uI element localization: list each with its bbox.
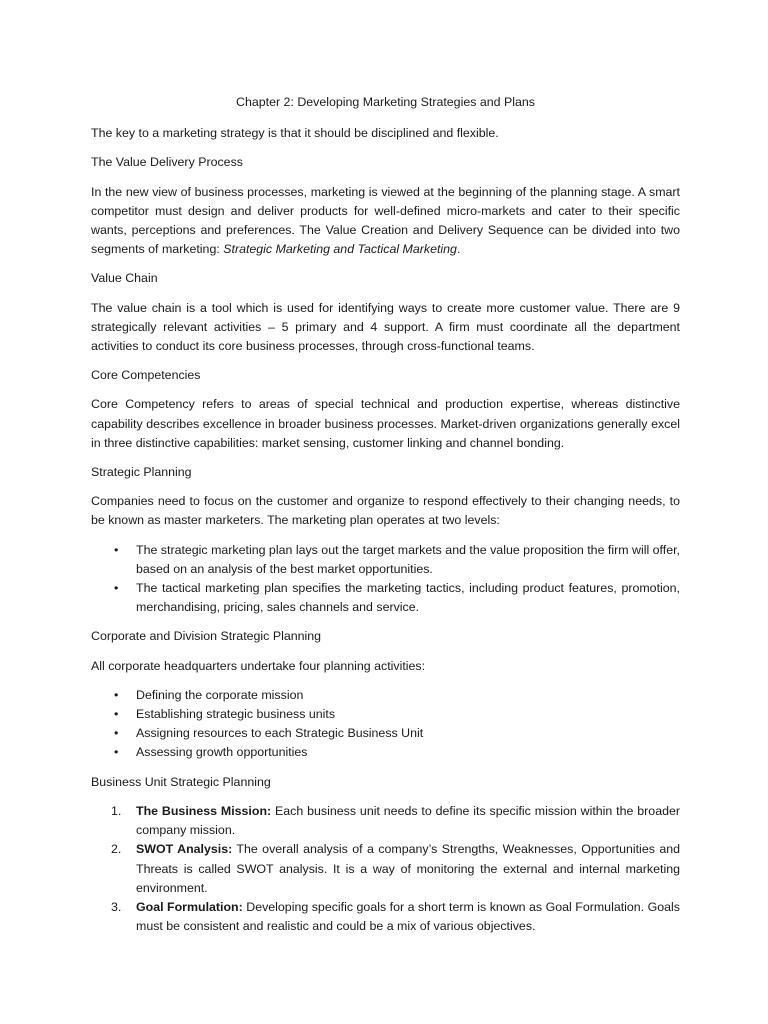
business-unit-list [91, 802, 680, 936]
paragraph-value-delivery [91, 183, 680, 260]
corporate-planning-list [91, 686, 680, 763]
item-term: SWOT Analysis: [136, 842, 233, 857]
paragraph-corporate-planning: All corporate headquarters undertake four planning activities: [91, 658, 426, 673]
numbered-item [91, 898, 680, 936]
list-item: • Establishing strategic business units [91, 705, 680, 724]
page-title: Chapter 2: Developing Marketing Strategies and Plans [236, 95, 535, 109]
item-text: The overall analysis of a company’s Strengths, Weaknesses, Opportunities and Threats is called SWOT analysis. It is a way of monitoring the external and internal marketing environment. [136, 842, 680, 895]
list-item: • Assigning resources to each Strategic Business Unit [91, 724, 680, 743]
heading-strategic-planning: Strategic Planning [91, 465, 192, 480]
numbered-item [91, 802, 680, 840]
item-text: Developing specific goals for a short term is known as Goal Formulation. Goals must be consistent and realistic and could be a mix of various objectives. [136, 899, 680, 934]
item-text: Each business unit needs to define its specific mission within the broader company mission. [136, 803, 680, 838]
heading-value-chain: Value Chain [91, 271, 158, 286]
item-number: 3. [111, 899, 122, 914]
paragraph-value-delivery-end: . [456, 242, 461, 257]
heading-business-unit-planning: Business Unit Strategic Planning [91, 774, 271, 789]
heading-core-competencies: Core Competencies [91, 368, 201, 383]
heading-corporate-planning: Corporate and Division Strategic Planning [91, 629, 322, 644]
item-term: Goal Formulation: [136, 899, 243, 914]
list-item: • The strategic marketing plan lays out the target markets and the value proposition the firm will offer, based on an analysis of the best market opportunities. [91, 541, 680, 579]
heading-value-delivery: The Value Delivery Process [91, 155, 243, 170]
lead-paragraph: The key to a marketing strategy is that it should be disciplined and flexible. [91, 126, 499, 141]
paragraph-strategic-planning: Companies need to focus on the customer and organize to respond effectively to their changing needs, to be known as master marketers. The marketing plan operates at two levels: [91, 494, 680, 528]
list-item: • The tactical marketing plan specifies the marketing tactics, including product features, promotion, merchandising, pricing, sales channels and service. [91, 579, 680, 617]
list-item: • Assessing growth opportunities [91, 743, 680, 762]
list-item: • Defining the corporate mission [91, 686, 680, 705]
paragraph-value-delivery-text: In the new view of business processes, marketing is viewed at the beginning of the planning stage. A smart competitor must design and deliver products for well-defined micro-markets and cater to their specific wants, perceptions and preferences. The Value Creation and Delivery Sequence can be divided into two segments of marketing: [91, 184, 680, 257]
item-number: 2. [111, 842, 122, 857]
item-number: 1. [111, 803, 122, 818]
paragraph-value-chain: The value chain is a tool which is used for identifying ways to create more customer value. There are 9 strategically relevant activities – 5 primary and 4 support. A firm must coordinate all the department activities to conduct its core business processes, through cross-functional teams. [91, 300, 680, 354]
paragraph-value-delivery-italic: Strategic Marketing and Tactical Marketing [223, 242, 457, 257]
item-term: The Business Mission: [136, 803, 272, 818]
paragraph-core-competencies: Core Competency refers to areas of special technical and production expertise, whereas distinctive capability describes excellence in broader business processes. Market-driven organizations generally excel in three distinctive capabilities: market sensing, customer linking and channel bonding. [91, 397, 680, 450]
strategic-planning-list [91, 541, 680, 618]
numbered-item [91, 840, 680, 898]
